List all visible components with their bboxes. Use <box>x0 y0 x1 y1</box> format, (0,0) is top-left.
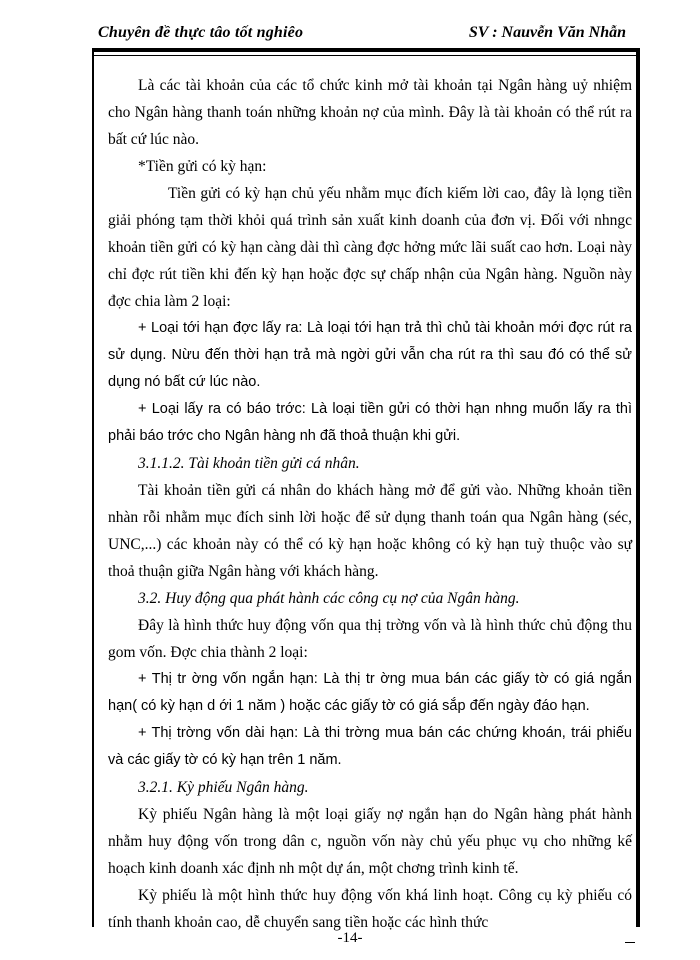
footer-mark <box>625 942 635 943</box>
paragraph: Tài khoản tiền gửi cá nhân do khách hàng mở để gửi vào. Những khoản tiền nhàn rỗi nhằm mục đích sinh lời hoặc để sử dụng thanh toán qua Ngân hàng (séc, UNC,...) các khoản này có thể có kỳ hạn hoặc không có kỳ hạn tuỳ thuộc vào sự thoả thuận giữa Ngân hàng với khách hàng. <box>108 482 632 580</box>
page-header <box>92 18 640 52</box>
paragraph: Là các tài khoản của các tổ chức kinh mở tài khoản tại Ngân hàng uỷ nhiệm cho Ngân hàng thanh toán những khoản nợ của mình. Đây là tài khoản có thể rút ra bất cứ lúc nào. <box>108 77 632 148</box>
section-heading: 3.1.1.2. Tài khoản tiền gửi cá nhân. <box>138 455 360 472</box>
page-border-left <box>92 52 94 927</box>
list-item: + Thị tr ờng vốn ngắn hạn: Là thị tr ờng mua bán các giấy tờ có giá ngắn hạn( có kỳ hạn d ới 1 năm ) hoặc các giấy tờ có giá sắp đến ngày đáo hạn. <box>108 671 632 714</box>
header-rule-thin <box>92 55 640 56</box>
paragraph: Đây là hình thức huy động vốn qua thị trờng vốn và là hình thức chủ động thu gom vốn. Đợc chia thành 2 loại: <box>108 617 632 661</box>
paragraph: Tiền gửi có kỳ hạn chủ yếu nhằm mục đích kiếm lời cao, đây là lọng tiền giải phóng tạm thời khỏi quá trình sản xuất kinh doanh của đơn vị. Đối với nhngc khoản tiền gửi có kỳ hạn càng dài thì càng đợc hởng mức lãi suất cao hơn. Loại này chỉ đợc rút tiền khi đến kỳ hạn hoặc đợc sự chấp nhận của Ngân hàng. Nguồn này đợc chia làm 2 loại: <box>108 185 632 310</box>
section-heading: 3.2.1. Kỳ phiếu Ngân hàng. <box>138 779 309 796</box>
header-title: Chuyên đề thực tâo tốt nghiêo <box>98 24 304 41</box>
subheading: *Tiền gửi có kỳ hạn: <box>138 158 267 175</box>
list-item: + Loại lấy ra có báo trớc: Là loại tiền gửi có thời hạn nhng muốn lấy ra thì phải báo trớc cho Ngân hàng nh đã thoả thuận khi gửi. <box>108 401 632 444</box>
header-author: SV : Nauvễn Văn Nhẫn <box>468 24 626 41</box>
section-heading: 3.2. Huy động qua phát hành các công cụ nợ của Ngân hàng. <box>138 590 520 607</box>
page-number: -14- <box>337 930 363 946</box>
paragraph: Kỳ phiếu Ngân hàng là một loại giấy nợ ngắn hạn do Ngân hàng phát hành nhằm huy động vốn trong dân c, nguồn vốn này chủ yếu phục vụ cho những kế hoạch kinh doanh xác định nh một dự án, một chơng trình kinh tế. <box>108 806 632 877</box>
paragraph: Kỳ phiếu là một hình thức huy động vốn khá linh hoạt. Công cụ kỳ phiếu có tính thanh khoản cao, dễ chuyển sang tiền hoặc các hình thức <box>108 887 632 931</box>
body-text <box>108 72 632 936</box>
list-item: + Loại tới hạn đợc lấy ra: Là loại tới hạn trả thì chủ tài khoản mới đợc rút ra sử dụng. Nừu đến thời hạn trả mà ngời gửi vẫn cha rút ra thì sau đó có thể sử dụng nó bất cứ lúc nào. <box>108 320 632 390</box>
list-item: + Thị trờng vốn dài hạn: Là thi trờng mua bán các chứng khoán, trái phiếu và các giấy tờ có kỳ hạn trên 1 năm. <box>108 725 632 768</box>
page-border-right <box>636 52 640 927</box>
header-rule-thick <box>92 48 640 52</box>
